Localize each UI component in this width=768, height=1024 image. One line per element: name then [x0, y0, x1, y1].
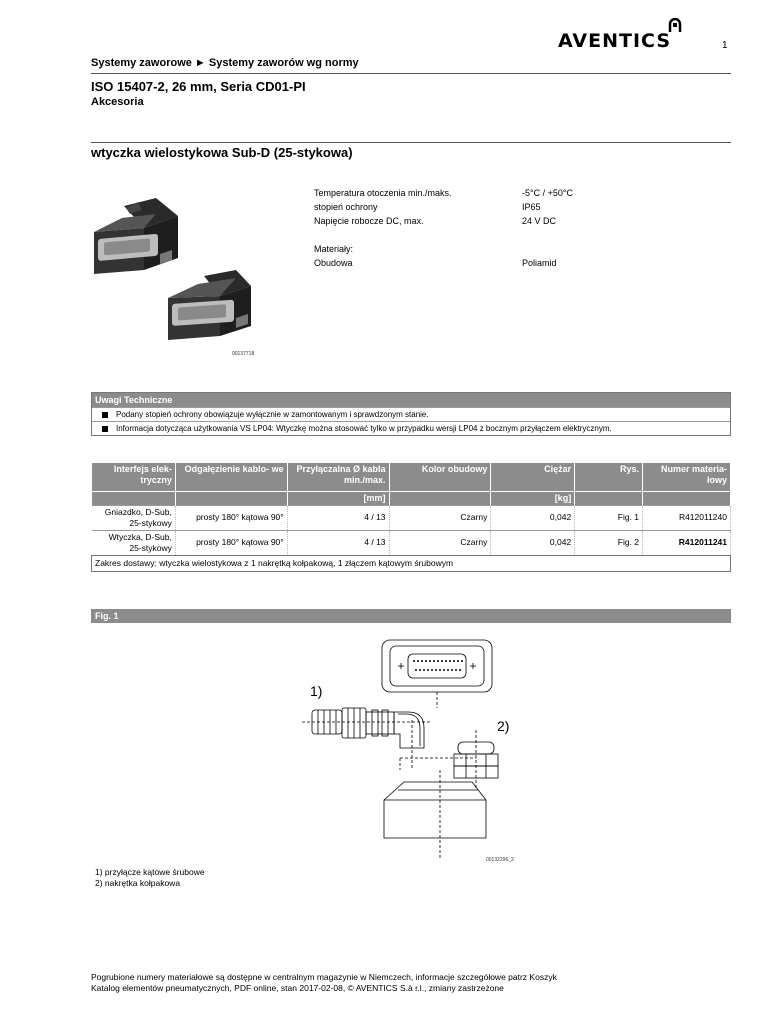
table-cell: Gniazdko, D-Sub, 25-stykowy	[92, 505, 176, 530]
spacer	[314, 228, 573, 242]
table-cell: prosty 180° kątowa 90°	[175, 505, 287, 530]
page-footer	[91, 972, 557, 994]
bullet-icon	[102, 412, 108, 418]
unit-header	[92, 491, 176, 505]
footer-line: Katalog elementów pneumatycznych, PDF online, stan 2017-02-08, © AVENTICS S.à r.l., zmiany zastrzeżone	[91, 983, 504, 993]
table-cell: Fig. 2	[575, 530, 643, 555]
table-cell: 0,042	[491, 530, 575, 555]
photo-id: 00137718	[232, 351, 255, 357]
table-cell: prosty 180° kątowa 90°	[175, 530, 287, 555]
table-header-row	[92, 463, 731, 491]
table-cell: 4 / 13	[287, 530, 389, 555]
column-header: Rys.	[575, 463, 643, 491]
spec-row	[314, 214, 573, 228]
unit-header: [mm]	[287, 491, 389, 505]
note-item	[92, 407, 730, 421]
material-number: R412011240	[643, 505, 731, 530]
legend-item: 2) nakrętka kołpakowa	[95, 878, 181, 888]
column-header: Ciężar	[491, 463, 575, 491]
unit-header	[643, 491, 731, 505]
table-cell: Czarny	[389, 505, 491, 530]
bullet-icon	[102, 426, 108, 432]
spec-value: Poliamid	[522, 258, 557, 268]
unit-header	[175, 491, 287, 505]
table-footer-row	[92, 555, 731, 571]
spec-list	[314, 186, 573, 270]
column-header: Przyłączalna Ø kabla min./max.	[287, 463, 389, 491]
spec-value: 24 V DC	[522, 216, 557, 226]
legend-item: 1) przyłącze kątowe śrubowe	[95, 867, 205, 877]
note-text: Podany stopień ochrony obowiązuje wyłącznie w zamontowanym i sprawdzonym stanie.	[116, 410, 429, 419]
spec-label: stopień ochrony	[314, 202, 378, 212]
table-cell: Fig. 1	[575, 505, 643, 530]
page-subtitle: Akcesoria	[91, 96, 144, 108]
delivery-scope: Zakres dostawy: wtyczka wielostykowa z 1 nakrętką kołpakową, 1 złączem kątowym śrubowym	[92, 555, 731, 571]
spec-label: Obudowa	[314, 258, 353, 268]
column-header: Odgałęzienie kablo- we	[175, 463, 287, 491]
spec-row	[314, 186, 573, 200]
table-row	[92, 530, 731, 555]
table-cell: 0,042	[491, 505, 575, 530]
material-number: R412011241	[643, 530, 731, 555]
figure-label: Fig. 1	[91, 609, 731, 623]
table-cell: 4 / 13	[287, 505, 389, 530]
column-header: Numer materia- łowy	[643, 463, 731, 491]
callout-2: 2)	[497, 718, 510, 734]
spec-row	[314, 200, 573, 214]
page-number: 1	[722, 40, 728, 51]
unit-header: [kg]	[491, 491, 575, 505]
technical-drawing	[300, 630, 530, 860]
product-photo	[86, 188, 266, 348]
divider	[91, 73, 731, 74]
unit-header	[575, 491, 643, 505]
section-title: wtyczka wielostykowa Sub-D (25-stykowa)	[91, 145, 353, 160]
spec-row	[314, 256, 573, 270]
footer-line: Pogrubione numery materiałowe są dostępne w centralnym magazynie w Niemczech, informacje szczegółowe patrz Koszyk	[91, 972, 557, 982]
brand-mark-icon	[668, 18, 682, 34]
unit-header	[389, 491, 491, 505]
technical-notes	[91, 392, 731, 436]
note-item	[92, 421, 730, 435]
breadcrumb: Systemy zaworowe ► Systemy zaworów wg normy	[91, 57, 359, 69]
column-header: Interfejs elek- tryczny	[92, 463, 176, 491]
page-title: ISO 15407-2, 26 mm, Seria CD01-PI	[91, 79, 306, 94]
spec-value: -5°C / +50°C	[522, 188, 573, 198]
note-text: Informacja dotycząca użytkowania VS LP04: Wtyczkę można stosować tylko w przypadku wersji LP04 z bocznym przyłączem elektrycznym.	[116, 424, 612, 433]
drawing-id: 00132296_2	[486, 857, 514, 863]
column-header: Kolor obudowy	[389, 463, 491, 491]
spec-row	[314, 242, 573, 256]
spec-label: Temperatura otoczenia min./maks.	[314, 188, 452, 198]
figure-legend	[95, 867, 205, 889]
brand-logo: AVENTICS	[558, 30, 672, 52]
table-units-row	[92, 491, 731, 505]
spec-label: Materiały:	[314, 244, 354, 254]
table-cell: Czarny	[389, 530, 491, 555]
table-cell: Wtyczka, D-Sub, 25-stykowy	[92, 530, 176, 555]
product-table	[91, 463, 731, 572]
spec-value: IP65	[522, 202, 541, 212]
notes-title: Uwagi Techniczne	[92, 393, 730, 407]
table-row	[92, 505, 731, 530]
spec-label: Napięcie robocze DC, max.	[314, 216, 424, 226]
callout-1: 1)	[310, 683, 323, 699]
divider	[91, 142, 731, 143]
